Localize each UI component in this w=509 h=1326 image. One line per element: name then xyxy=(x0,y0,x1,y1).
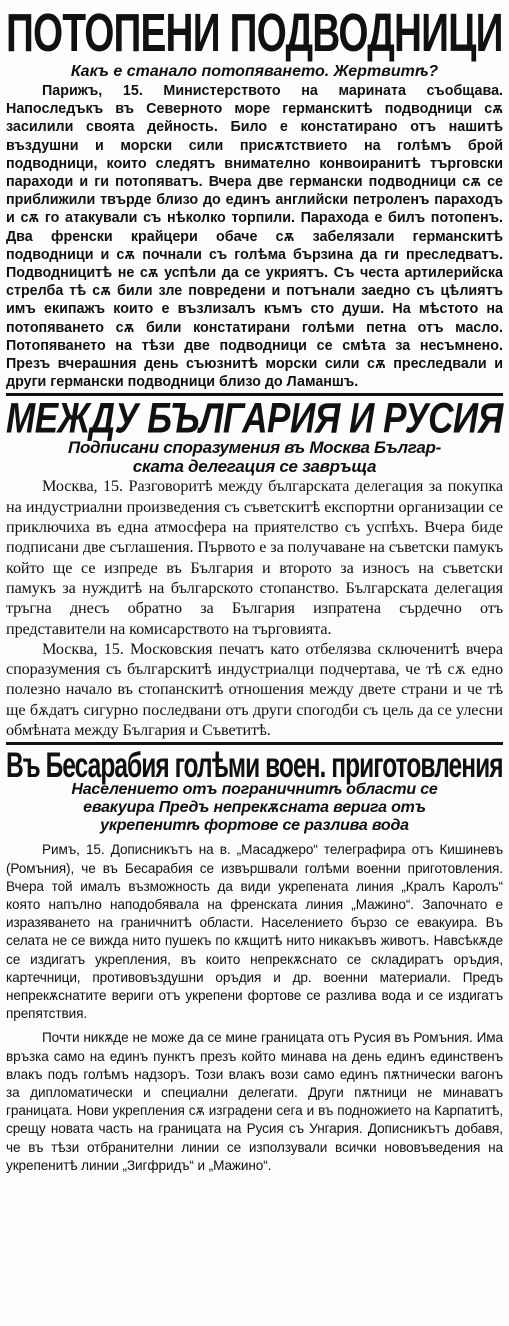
article-submarines xyxy=(6,1,503,391)
article-paragraph: Почти никѫде не може да се мине границата отъ Русия въ Ромъния. Има връзка само на единъ пунктъ презъ който минава на день единъ единственъ влакъ подъ голѣмъ надзоръ. Този влакъ вози само единъ пѫтнически вагонъ за дипломатически и специални делегати. Други пѫтници не минаватъ границата. Нови укрепления сѫ изградени сега и въ подножието на Карпатитѣ, срещу новата часть на границата на Русия съ Унгария. Дописникътъ добавя, че въ тѣзи отбранителни линии се използували всички нововъведения на укрепенитѣ линии „Зигфридъ“ и „Мажино“. xyxy=(6,1030,503,1173)
subhead-line: Подписани споразумения въ Москва Българ- xyxy=(68,438,441,458)
headline-bulgaria-russia: МЕЖДУ БЪЛГАРИЯ И РУСИЯ xyxy=(6,395,503,443)
article-paragraph: Москва, 15. Разговоритѣ между българската делегация за покупка на индустриални произведения съ съветскитѣ експортни организации се приключиха въ една атмосфера на приятелство съ успѣхъ. Вчера биде подписани две съглашения. Първото е за получаване на съветски памукъ който ще се изпреде въ България и второто за износъ на съветски памукъ за нуждитѣ на българското стопанство. Българската делегация тръгна днесъ обратно за България изпратена сърдечно отъ представители на комисарството на търговията. xyxy=(6,477,503,638)
article-bessarabia xyxy=(6,745,503,1175)
subhead-line: евакуира Предъ непрекѫсната верига отъ xyxy=(83,799,426,817)
headline-bessarabia: Въ Бесарабия голѣми воен. приготовления xyxy=(6,745,503,786)
article-bulgaria-russia xyxy=(6,396,503,740)
article-paragraph: Парижъ, 15. Министерството на марината съобщава. Напоследъкъ въ Северното море германскитѣ подводници сѫ засилили своята дейность. Било е констатирано отъ нашитѣ въздушни и морски сили присѫтствието на голѣмъ брой подводници, които следятъ внимателно конвоиранитѣ търговски параходи и ги потопяватъ. Вчера две германски подводници сѫ се приближили твърде близо до единъ английски петроленъ параходъ и сѫ го атакували съ нѣколко торпили. Парахода е билъ потопенъ. Два френски крайцери обаче сѫ забелязали германскитѣ подводници и сѫ почнали съ голѣма бързина да ги преследватъ. Подводницитѣ не сѫ успѣли да се укриятъ. Съ честа артилерийска стрелба тѣ сѫ били зле повредени и потънали заедно съ цѣлиятъ имъ екипажъ които е възлизалъ къмъ сто души. На мѣстото на потопяването сѫ били констатирани голѣми петна отъ масло. Потопяването на тѣзи две подводници се смѣта за несъмнено. Презъ вчерашния день съюзнитѣ морски сили сѫ преследвали и други германски подводници близо до Ламаншъ. xyxy=(6,83,503,391)
article-paragraph: Москва, 15. Московския печатъ като отбелязва сключенитѣ вчера споразумения съ българскитѣ индустриалци подчертава, че тѣ сѫ едно полезно начало въ стопанскитѣ отношения между двете страни и че тѣ ще бѫдатъ сигурно последвани отъ други спогодби съ цель да се улесни обмѣната между България и Съветитѣ. xyxy=(6,639,503,740)
subhead-line: ската делегация се завръща xyxy=(132,457,377,477)
headline-submarines: ПОТОПЕНИ ПОДВОДНИЦИ xyxy=(6,1,503,63)
subhead-line: Населението отъ пограничнитѣ области се xyxy=(71,781,438,799)
article-paragraph: Римъ, 15. Дописникътъ на в. „Масаджеро“ телеграфира отъ Кишиневъ (Ромъния), че въ Бесарабия се извършвали голѣми военни приготовления. Вчера той ималъ възможность да види укрепената линия „Кралъ Каролъ“ която напълно наподобявала на френската линия „Мажино“. Започнато е изразяването на граничнитѣ области. Населението бързо се евакуира. Въ селата не се вижда нито пушекъ по кѫщитѣ нито никакъвъ животъ. Навсѣкѫде се издигатъ укрепления, въ които непрекѫснато се складиратъ оръдия, картечници, противовъздушни оръдия и др. военни материали. Предъ непрекѫснатите вериги отъ укрепени фортове се разлива вода и се издигатъ препятствия. xyxy=(6,842,503,1022)
subhead-line: укрепенитѣ фортове се разлива вода xyxy=(100,817,409,835)
subhead-submarines: Какъ е станало потопяването. Жертвитѣ? xyxy=(70,63,439,80)
